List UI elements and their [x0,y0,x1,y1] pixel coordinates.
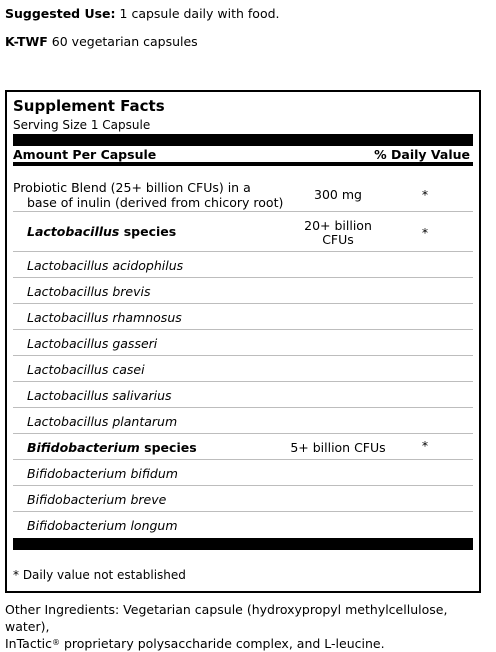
supplement-facts-panel [5,90,481,593]
lactobacillus-amount-line2: CFUs [322,232,354,247]
product-line [5,34,198,49]
other-ingredients [5,601,491,652]
strain-row [13,460,473,486]
probiotic-dv: * [421,187,429,202]
strain-name: Lactobacillus casei [27,362,145,377]
ingredients-line1: Other Ingredients: Vegetarian capsule (hydroxypropyl methylcellulose, water), [5,602,448,634]
strain-row [13,486,473,512]
strain-name: Bifidobacterium longum [27,518,178,533]
suggested-use [5,6,280,21]
lactobacillus-species-row [13,212,473,252]
bifidobacterium-species-name [27,440,197,455]
lactobacillus-genus: Lactobacillus [27,224,120,239]
divider-medium [13,162,473,166]
lactobacillus-amount-line1: 20+ billion [304,218,372,233]
suggested-use-text: 1 capsule daily with food. [115,6,280,21]
bifidobacterium-dv: * [421,438,429,453]
bifidobacterium-species-row [13,434,473,460]
footnote: * Daily value not established [13,568,186,582]
strain-name: Lactobacillus plantarum [27,414,178,429]
ingredients-line2-rest: proprietary polysaccharide complex, and L-leucine. [59,636,385,651]
probiotic-blend-row [13,174,473,212]
strain-row [13,304,473,330]
strain-name: Lactobacillus acidophilus [27,258,184,273]
strain-row [13,408,473,434]
ingredients-line2 [5,635,491,652]
facts-title: Supplement Facts [13,97,165,115]
strain-name: Lactobacillus gasseri [27,336,158,351]
strain-row [13,330,473,356]
strain-name: Lactobacillus salivarius [27,388,172,403]
product-name: K-TWF [5,34,48,49]
daily-value-header: % Daily Value [374,147,470,162]
strain-name: Bifidobacterium breve [27,492,167,507]
lactobacillus-dv: * [421,225,429,240]
strain-row [13,252,473,278]
divider-thick-top [13,134,473,146]
probiotic-name-line2: base of inulin (derived from chicory root) [27,195,284,210]
strain-name: Bifidobacterium bifidum [27,466,178,481]
suggested-use-label: Suggested Use: [5,6,116,21]
lactobacillus-species-name [27,224,176,239]
strain-row [13,356,473,382]
bifidobacterium-genus: Bifidobacterium [27,440,140,455]
strain-row [13,382,473,408]
probiotic-name-line1: Probiotic Blend (25+ billion CFUs) in a [13,180,251,195]
amount-per-capsule-header: Amount Per Capsule [13,147,157,162]
intactic-name: InTactic [5,636,52,651]
strain-name: Lactobacillus rhamnosus [27,310,182,325]
serving-size: Serving Size 1 Capsule [13,118,151,132]
probiotic-amount: 300 mg [314,187,362,202]
strain-name: Lactobacillus brevis [27,284,151,299]
divider-thick-bottom [13,538,473,550]
bifidobacterium-amount: 5+ billion CFUs [290,440,386,455]
bifidobacterium-suffix: species [139,440,197,455]
product-description: 60 vegetarian capsules [47,34,198,49]
registered-mark: ® [51,638,60,647]
strain-row [13,278,473,304]
lactobacillus-suffix: species [119,224,177,239]
strain-row [13,512,473,537]
